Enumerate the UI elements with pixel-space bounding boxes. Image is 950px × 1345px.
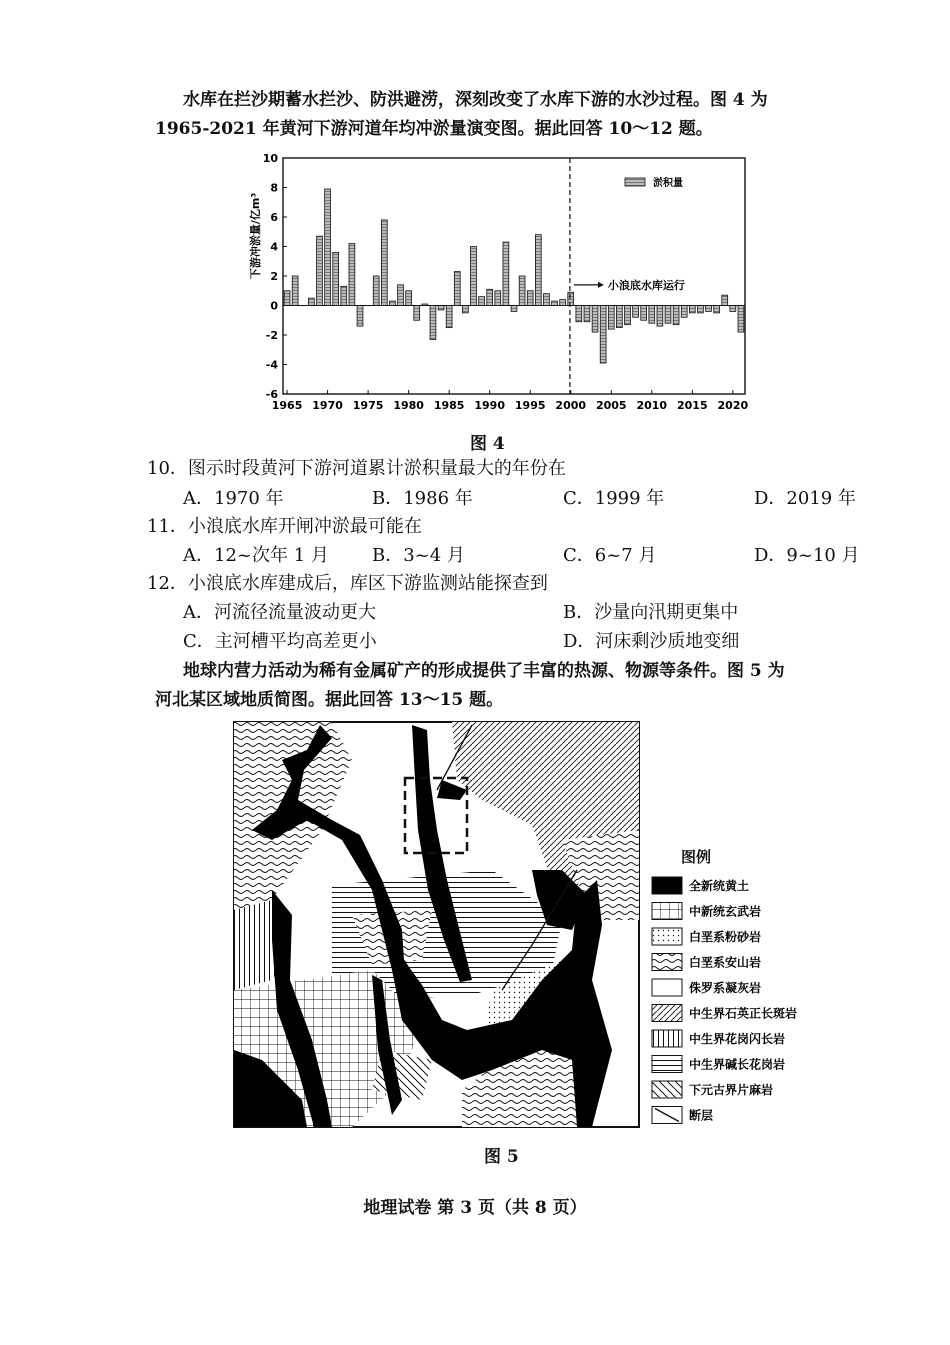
annotation-label: 小浪底水库运行	[607, 278, 685, 292]
q10-option-b[interactable]: B．1986 年	[372, 488, 473, 509]
legend-item-label: 中生界花岗闪长岩	[689, 1032, 786, 1046]
bar	[706, 306, 712, 312]
intro2-line-2: 河北某区域地质简图。据此回答 13～15 题。	[155, 690, 504, 710]
x-tick-label: 1975	[352, 399, 384, 412]
x-tick-label: 2015	[677, 399, 708, 412]
legend-swatch	[652, 954, 682, 971]
legend-item-label: 中生界碱长花岗岩	[689, 1057, 786, 1072]
bar	[552, 301, 558, 305]
bar	[633, 306, 639, 318]
bar	[373, 276, 379, 306]
bar	[406, 291, 412, 306]
q12-stem: 12．小浪底水库建成后，库区下游监测站能探查到	[147, 573, 548, 594]
y-tick-label: 8	[270, 181, 278, 195]
y-tick-label: 0	[270, 299, 278, 313]
q10-stem: 10．图示时段黄河下游河道累计淤积量最大的年份在	[147, 458, 566, 479]
bar	[479, 297, 485, 306]
bar	[649, 306, 655, 324]
bar	[462, 306, 468, 313]
bar	[454, 272, 460, 306]
bar	[503, 242, 509, 305]
bar	[471, 247, 477, 306]
bar	[357, 306, 363, 327]
intro-line-2: 1965-2021 年黄河下游河道年均冲淤量演变图。据此回答 10～12 题。	[155, 119, 713, 139]
bar	[665, 306, 671, 324]
bar	[657, 306, 663, 327]
x-tick-label: 2000	[555, 399, 587, 412]
y-tick-label: 6	[270, 211, 278, 224]
bar	[600, 306, 606, 364]
figure5-caption: 图 5	[484, 1147, 519, 1167]
legend-item-label: 中生界石英正长斑岩	[689, 1006, 798, 1021]
bar	[284, 291, 290, 306]
page-footer: 地理试卷 第 3 页（共 8 页）	[363, 1198, 587, 1218]
x-tick-label: 2020	[717, 399, 749, 412]
bar	[519, 276, 525, 306]
intro-line-1: 水库在拦沙期蓄水拦沙、防洪避涝，深刻改变了水库下游的水沙过程。图 4 为	[183, 90, 768, 110]
bar	[511, 306, 517, 312]
bar	[527, 291, 533, 306]
bar	[592, 306, 598, 333]
q12-option-a[interactable]: A．河流径流量波动更大	[183, 602, 376, 623]
bar	[568, 292, 574, 305]
legend-item-label: 全新统黄土	[689, 879, 750, 893]
bar	[738, 306, 744, 333]
intro-paragraph-1	[155, 86, 863, 144]
legend-swatch	[652, 903, 682, 920]
legend-swatch	[652, 1081, 682, 1098]
bar	[616, 306, 622, 328]
x-tick-label: 1985	[433, 399, 465, 412]
q12-option-c[interactable]: C．主河槽平均高差更小	[183, 631, 377, 652]
figure4-caption: 图 4	[470, 434, 505, 454]
bar	[487, 289, 493, 305]
q11-stem: 11．小浪底水库开闸冲淤最可能在	[147, 516, 422, 537]
bar	[608, 306, 614, 330]
bar	[430, 306, 436, 340]
x-tick-label: 1980	[393, 399, 424, 412]
legend-label: 淤积量	[653, 178, 683, 189]
bar	[641, 306, 647, 321]
bar	[535, 235, 541, 306]
legend-swatch	[652, 877, 682, 894]
bar	[325, 189, 331, 306]
bar	[495, 291, 501, 306]
q10-option-c[interactable]: C．1999 年	[563, 488, 665, 509]
intro2-line-1: 地球内营力活动为稀有金属矿产的形成提供了丰富的热源、物源等条件。图 5 为	[183, 661, 785, 681]
bar	[349, 244, 355, 306]
annotation-arrowhead	[598, 282, 604, 288]
legend-item-label: 白垩系粉砂岩	[689, 930, 762, 944]
bar	[308, 298, 314, 305]
figure4-chart	[245, 148, 765, 423]
bar	[422, 304, 428, 305]
y-tick-label: -6	[265, 388, 278, 401]
bar	[681, 306, 687, 318]
bar	[544, 294, 550, 306]
legend-swatches	[651, 873, 851, 1133]
bar	[730, 306, 736, 312]
legend-item-label: 侏罗系凝灰岩	[689, 981, 762, 995]
figure5-legend	[651, 840, 851, 1133]
bar	[390, 301, 396, 305]
bar	[714, 306, 720, 313]
bar	[381, 220, 387, 306]
q11-option-c[interactable]: C．6~7 月	[563, 545, 657, 566]
bar	[625, 306, 631, 325]
x-tick-label: 2005	[595, 399, 627, 412]
bar	[698, 306, 704, 313]
bar	[722, 295, 728, 305]
legend-swatch	[625, 178, 645, 186]
legend-swatch	[652, 928, 682, 945]
x-tick-label: 1990	[474, 399, 505, 412]
q10-option-d[interactable]: D．2019 年	[754, 488, 856, 509]
bar	[560, 300, 566, 306]
y-tick-label: -4	[265, 358, 278, 372]
x-tick-label: 1965	[271, 399, 303, 412]
bar	[292, 276, 298, 306]
bar	[576, 306, 582, 322]
legend-item-label: 白垩系安山岩	[689, 955, 762, 970]
intro-paragraph-2	[155, 657, 863, 715]
y-tick-label: -2	[265, 329, 278, 342]
bar	[341, 286, 347, 305]
q12-option-b[interactable]: B．沙量向汛期更集中	[563, 602, 739, 623]
legend-swatch	[652, 1005, 682, 1022]
figure5-map	[232, 720, 642, 1130]
q12-option-d[interactable]: D．河床剩沙质地变细	[563, 631, 740, 652]
bar	[317, 236, 323, 305]
bar	[446, 306, 452, 328]
y-axis-label: 下游冲淤量/亿m³	[249, 192, 262, 280]
y-tick-label: 2	[270, 270, 278, 283]
legend-swatch	[652, 1056, 682, 1073]
q11-option-d[interactable]: D．9~10 月	[754, 545, 860, 566]
x-tick-label: 2010	[636, 399, 668, 412]
bar	[333, 252, 339, 305]
x-tick-label: 1995	[514, 399, 546, 412]
legend-item-label: 断层	[689, 1108, 714, 1123]
bar	[438, 306, 444, 310]
bar	[689, 306, 695, 313]
legend-item-label: 下元古界片麻岩	[689, 1083, 774, 1097]
bar	[673, 306, 679, 325]
bar	[584, 306, 590, 322]
y-tick-label: 10	[262, 152, 278, 165]
y-tick-label: 4	[270, 240, 278, 254]
legend-swatch	[652, 979, 682, 996]
legend-swatch	[652, 1030, 682, 1047]
q11-option-a[interactable]: A．12~次年 1 月	[183, 545, 329, 566]
legend-title: 图例	[681, 848, 712, 866]
q11-option-b[interactable]: B．3~4 月	[372, 545, 465, 566]
x-tick-label: 1970	[312, 399, 343, 412]
bar	[398, 285, 404, 306]
bar	[414, 306, 420, 321]
legend-item-label: 中新统玄武岩	[689, 904, 762, 919]
q10-option-a[interactable]: A．1970 年	[183, 488, 284, 509]
